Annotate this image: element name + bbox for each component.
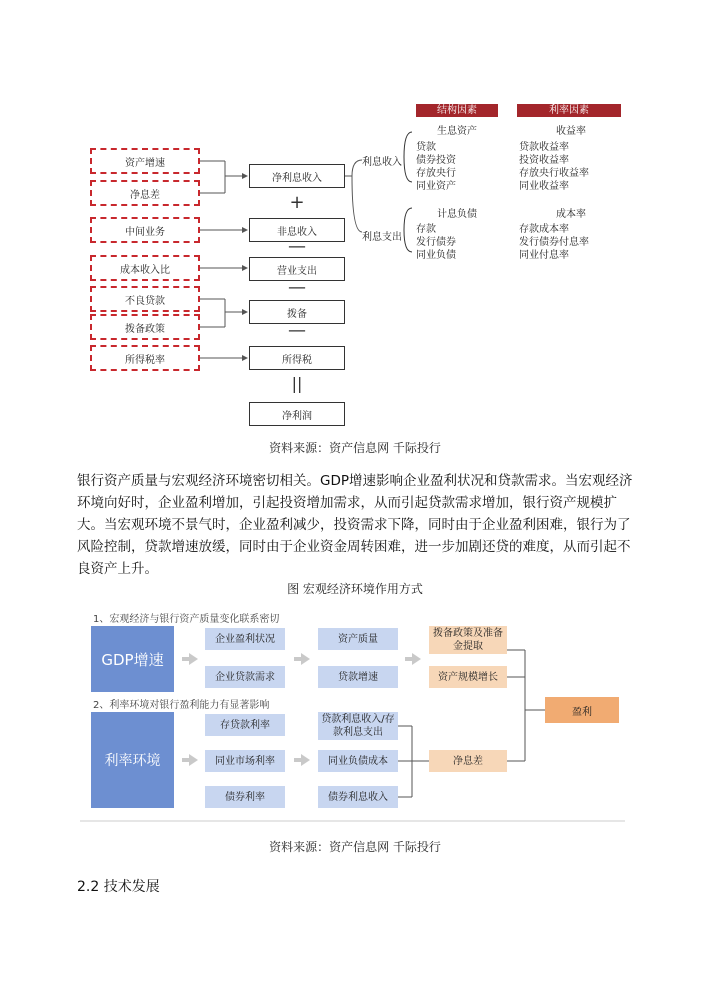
expense-col2-item: 同业付息率 (519, 250, 569, 261)
box-corporate-loan-demand: 企业贷款需求 (205, 666, 285, 688)
box-bond-interest-income: 债券利息收入 (318, 786, 398, 808)
box-asset-scale-growth: 资产规模增长 (429, 666, 507, 688)
box-asset-quality: 资产质量 (318, 628, 398, 650)
expense-col2-item: 存款成本率 (519, 224, 569, 235)
diagram1-connectors (0, 0, 710, 440)
box-deposit-loan-rate: 存贷款利率 (205, 714, 285, 736)
header-structure-factors: 结构因素 (416, 104, 498, 117)
figure-title: 图 宏观经济环境作用方式 (287, 582, 423, 596)
mid-box-net-interest-income: 净利息收入 (249, 164, 345, 188)
branch-label-interest-income: 利息收入 (362, 157, 402, 168)
left-box-asset-growth: 资产增速 (90, 148, 200, 174)
diagram2-title-2: 2、利率环境对银行盈利能力有显著影响 (93, 700, 270, 711)
income-col1-item: 同业资产 (416, 181, 456, 192)
box-loan-growth: 贷款增速 (318, 666, 398, 688)
mid-box-net-profit: 净利润 (249, 402, 345, 426)
box-bond-rate: 债券利率 (205, 786, 285, 808)
left-box-nim: 净息差 (90, 180, 200, 206)
income-col1-item: 存放央行 (416, 168, 456, 179)
box-profit: 盈利 (545, 697, 619, 723)
operator-plus: + (289, 192, 305, 213)
rate-environment-box: 利率环境 (91, 712, 174, 808)
box-provision-policy: 拨备政策及准备金提取 (429, 626, 507, 654)
box-interbank-rate: 同业市场利率 (205, 750, 285, 772)
operator-minus-1: — (288, 236, 306, 257)
mid-box-operating-expense: 营业支出 (249, 257, 345, 281)
box-interest-income-expense: 贷款利息收入/存款利息支出 (318, 712, 398, 740)
left-box-provision-policy: 拨备政策 (90, 314, 200, 340)
income-col2-item: 存放央行收益率 (519, 168, 589, 179)
operator-equals: || (291, 374, 303, 393)
income-col2-head: 收益率 (556, 126, 586, 137)
left-box-cost-income: 成本收入比 (90, 255, 200, 281)
box-corporate-profit: 企业盈利状况 (205, 628, 285, 650)
body-paragraph: 银行资产质量与宏观经济环境密切相关。GDP增速影响企业盈利状况和贷款需求。当宏观经济环境向好时，企业盈利增加，引起投资增加需求，从而引起贷款需求增加，银行资产规模扩大。当宏观环境不景气时，企业盈利减少，投资需求下降，同时由于企业盈利困难，银行为了风险控制，贷款增速放缓，同时由于企业资金周转困难，进一步加剧还贷的难度，从而引起不良资产上升。 (77, 473, 633, 577)
diagram2-connectors (0, 600, 710, 830)
income-col1-item: 债券投资 (416, 155, 456, 166)
income-col1-item: 贷款 (416, 142, 436, 153)
box-net-interest-margin: 净息差 (429, 750, 507, 772)
box-interbank-liability-cost: 同业负债成本 (318, 750, 398, 772)
mid-box-income-tax: 所得税 (249, 346, 345, 370)
header-rate-factors: 利率因素 (517, 104, 621, 117)
expense-col2-head: 成本率 (556, 209, 586, 220)
expense-col1-item: 发行债券 (416, 237, 456, 248)
mid-box-provision: 拨备 (249, 300, 345, 324)
diagram2-title-1: 1、宏观经济与银行资产质量变化联系密切 (93, 614, 280, 625)
left-box-tax-rate: 所得税率 (90, 345, 200, 371)
caption-source-2: 资料来源：资产信息网 千际投行 (269, 840, 441, 854)
expense-col2-item: 发行债券付息率 (519, 237, 589, 248)
income-col2-item: 投资收益率 (519, 155, 569, 166)
left-box-intermediary: 中间业务 (90, 217, 200, 243)
branch-label-interest-expense: 利息支出 (362, 232, 402, 243)
caption-source-1: 资料来源：资产信息网 千际投行 (269, 441, 441, 455)
section-heading: 2.2 技术发展 (77, 879, 160, 895)
operator-minus-3: — (288, 320, 306, 341)
mid-box-non-interest-income: 非息收入 (249, 218, 345, 242)
income-col1-head: 生息资产 (437, 126, 477, 137)
gdp-growth-box: GDP增速 (91, 626, 174, 692)
left-box-npl: 不良贷款 (90, 286, 200, 312)
income-col2-item: 贷款收益率 (519, 142, 569, 153)
expense-col1-item: 存款 (416, 224, 436, 235)
expense-col1-item: 同业负债 (416, 250, 456, 261)
operator-minus-2: — (288, 277, 306, 298)
income-col2-item: 同业收益率 (519, 181, 569, 192)
expense-col1-head: 计息负债 (437, 209, 477, 220)
